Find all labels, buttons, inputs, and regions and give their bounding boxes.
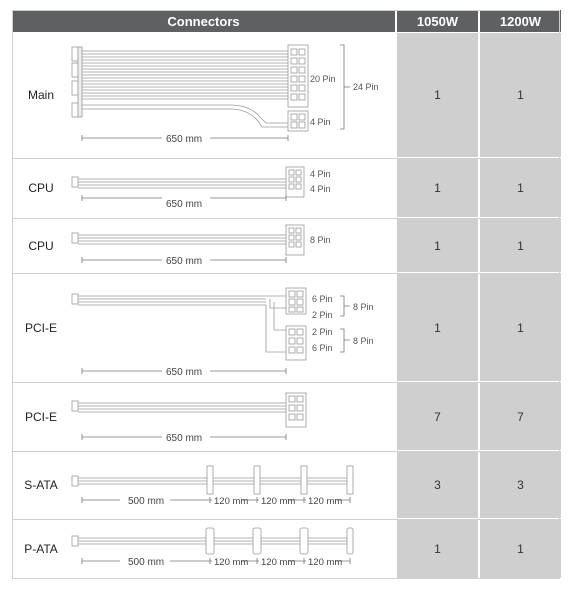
group-pin-label: 24 Pin <box>353 82 379 92</box>
row-label: CPU <box>28 238 54 253</box>
cable-length: 650 mm <box>166 199 203 210</box>
pin-label: 4 Pin <box>310 169 331 179</box>
value-1200w: 1 <box>480 33 561 157</box>
cable-length: 500 mm <box>128 496 165 507</box>
value-1200w: 1 <box>480 219 561 272</box>
value-1050w: 7 <box>397 383 478 450</box>
value-1050w: 3 <box>397 452 478 518</box>
value-1200w: 1 <box>480 274 561 381</box>
table-row-pata <box>12 520 561 578</box>
group-pin-label: 8 Pin <box>353 336 374 346</box>
table-row-pcie-single <box>12 383 561 450</box>
cable-length: 120 mm <box>308 496 343 507</box>
cable-length: 650 mm <box>166 433 203 444</box>
value-1200w: 1 <box>480 159 561 217</box>
sata-cable-diagram <box>70 452 395 518</box>
pata-cable-diagram <box>70 520 395 578</box>
cable-length: 650 mm <box>166 367 203 378</box>
pin-label: 6 Pin <box>312 294 333 304</box>
pin-label: 8 Pin <box>310 235 331 245</box>
value-1200w: 7 <box>480 383 561 450</box>
main-cable-diagram <box>70 33 395 157</box>
table-row-cpu-4-4 <box>12 159 561 217</box>
row-label: CPU <box>28 181 54 195</box>
pcie-dual-cable-diagram <box>70 274 395 381</box>
header-1050w: 1050W <box>397 10 478 32</box>
cable-length: 120 mm <box>214 496 249 507</box>
value-1200w: 3 <box>480 452 561 518</box>
cpu-4-4-cable-diagram <box>70 159 395 217</box>
row-label: PCI-E <box>24 320 57 335</box>
cable-length: 120 mm <box>261 557 296 568</box>
table-row-pcie-dual <box>12 274 561 381</box>
cable-length: 500 mm <box>128 557 165 568</box>
pin-label: 4 Pin <box>310 117 331 127</box>
pcie-single-cable-diagram <box>70 383 395 450</box>
cable-length: 650 mm <box>166 256 203 267</box>
row-label: P-ATA <box>24 542 58 556</box>
row-label: S-ATA <box>24 478 58 492</box>
header-connectors: Connectors <box>12 10 395 32</box>
row-label: PCI-E <box>24 409 57 424</box>
pin-label: 4 Pin <box>310 184 331 194</box>
cable-length: 650 mm <box>166 134 203 145</box>
value-1050w: 1 <box>397 520 478 578</box>
value-1050w: 1 <box>397 274 478 381</box>
row-label: Main <box>27 88 54 102</box>
value-1200w: 1 <box>480 520 561 578</box>
cable-length: 120 mm <box>214 557 249 568</box>
value-1050w: 1 <box>397 219 478 272</box>
value-1050w: 1 <box>397 159 478 217</box>
table-row-main <box>12 33 561 157</box>
pin-label: 2 Pin <box>312 327 333 337</box>
group-pin-label: 8 Pin <box>353 302 374 312</box>
header-1200w: 1200W <box>480 10 561 32</box>
cable-length: 120 mm <box>308 557 343 568</box>
pin-label: 6 Pin <box>312 343 333 353</box>
value-1050w: 1 <box>397 33 478 157</box>
table-row-cpu-8 <box>12 219 561 272</box>
pin-label: 2 Pin <box>312 310 333 320</box>
table-row-sata <box>12 452 561 518</box>
cpu-8-cable-diagram <box>70 219 395 272</box>
cable-length: 120 mm <box>261 496 296 507</box>
pin-label: 20 Pin <box>310 74 336 84</box>
